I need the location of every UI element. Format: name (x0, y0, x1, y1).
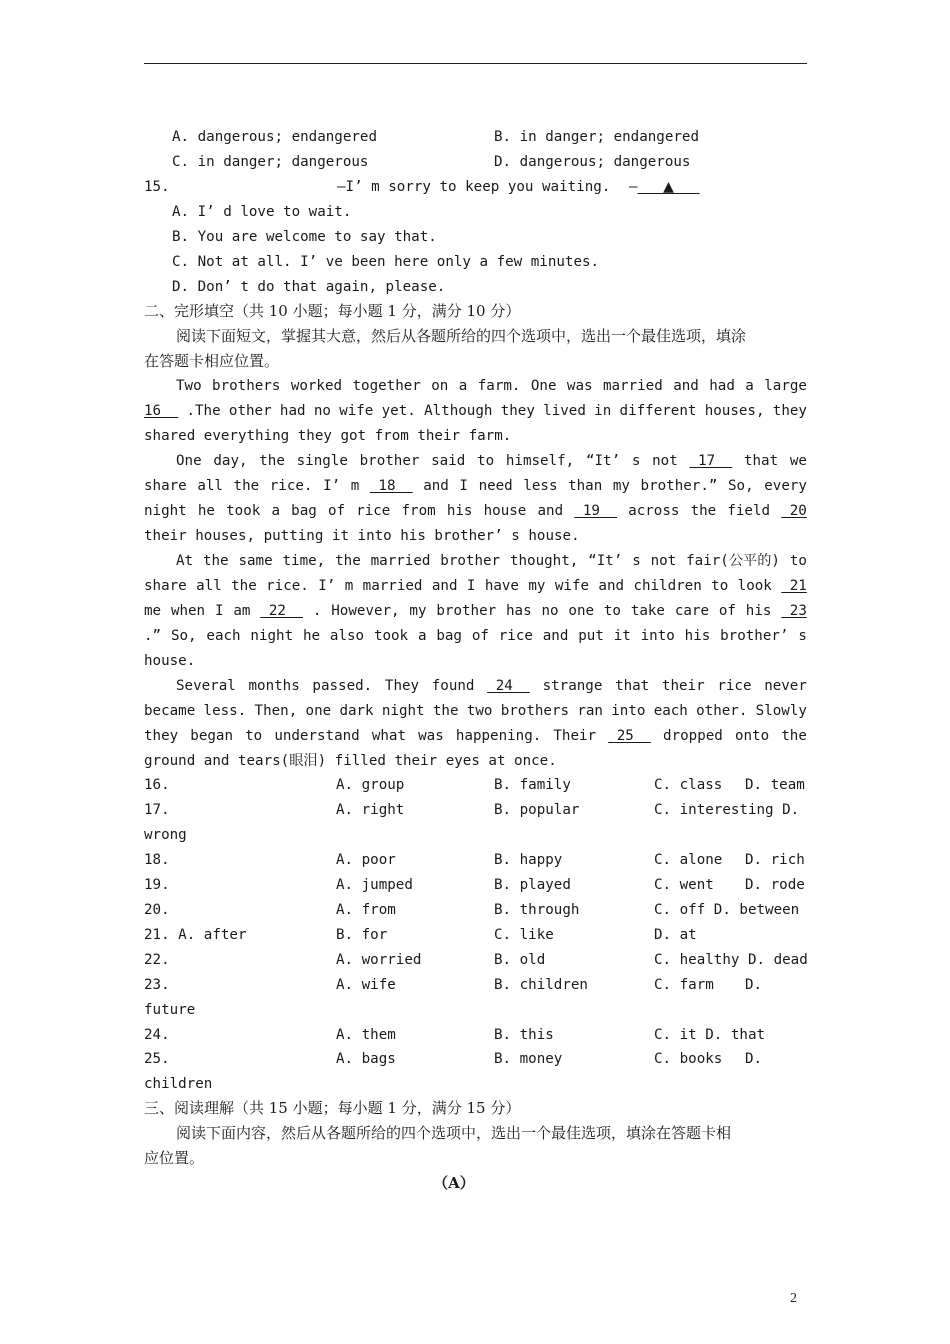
passage-word: his (684, 628, 711, 644)
passage-word: s (798, 628, 807, 644)
passage-word: rice. (269, 478, 313, 494)
opt19-d: D. rode (745, 877, 805, 893)
q15-prompt: —I’ m sorry to keep you waiting. (337, 179, 611, 195)
passage-word: rice (356, 503, 391, 519)
opt25-c: C. books (654, 1051, 723, 1067)
opt23-wrap: future (144, 1002, 196, 1018)
passage-word: Their (553, 728, 597, 744)
passage-word: brother (440, 553, 501, 569)
passage-word: the (690, 503, 717, 519)
opt16-a: A. group (336, 777, 405, 793)
passage-word: One (530, 378, 557, 394)
passage-p2-line3 (144, 499, 807, 524)
opt18-num: 18. (144, 852, 170, 868)
opt17-num: 17. (144, 802, 170, 818)
opt17-wrap: wrong (144, 827, 187, 843)
passage-word: their (661, 678, 705, 694)
passage-word: the (202, 553, 229, 569)
passage-word: brother.” (640, 478, 718, 494)
section2-heading: 二、完形填空（共 10 小题；每小题 1 分，满分 10 分） (144, 302, 521, 320)
passage-p3-line5: house. (144, 653, 196, 669)
passage-word: brothers (212, 378, 281, 394)
passage-word: began (190, 728, 233, 744)
opt25-d: D. (745, 1051, 763, 1067)
passage-word: a (271, 503, 280, 519)
passage-p3-line4 (144, 624, 807, 649)
passage-word: together (352, 378, 421, 394)
passage-word: said (431, 453, 466, 469)
passage-word: has (506, 603, 532, 619)
passage-word: farm. (477, 378, 521, 394)
passage-word: the (432, 703, 459, 719)
passage-word: his (446, 503, 473, 519)
passage-word: onto (734, 728, 770, 744)
blank-25: 25 (608, 728, 651, 744)
passage-word: children (633, 578, 702, 594)
passage-word: never (764, 678, 807, 694)
triangle-icon: ▲ (663, 179, 674, 195)
blank-23: 23 (781, 603, 807, 619)
passage-word: Slowly (755, 703, 807, 719)
passage-word: my (612, 478, 630, 494)
passage-word: care (674, 603, 709, 619)
q14-option-d: D. dangerous; dangerous (494, 154, 691, 170)
passage-word: rice (717, 678, 752, 694)
passage-word: Two (176, 378, 202, 394)
passage-word: share (144, 578, 187, 594)
passage-p1-line3: shared everything they got from their farm. (144, 428, 512, 444)
blank-20: 20 (781, 503, 807, 519)
passage-word: we (789, 453, 807, 469)
passage-word: they (772, 403, 807, 419)
passage-word: one (568, 603, 595, 619)
passage-word: that (615, 678, 650, 694)
opt23-b: B. children (494, 977, 588, 993)
passage-word: same (238, 553, 273, 569)
passage-p4-line4: ground and tears(眼泪) filled their eyes at once. (144, 753, 557, 769)
opt17-a: A. right (336, 802, 405, 818)
passage-word: himself, (505, 453, 575, 469)
opt16-c: C. class (654, 777, 723, 793)
passage-word: have (484, 578, 519, 594)
passage-word: no (541, 603, 559, 619)
passage-p4-line3 (144, 724, 807, 749)
passage-word: I’ (323, 478, 341, 494)
passage-word: a (417, 628, 427, 644)
passage-word: I (459, 478, 468, 494)
passage-word: wife (554, 578, 590, 594)
passage-word: brother (359, 453, 420, 469)
passage-word: rice. (266, 578, 309, 594)
opt21-b: B. for (336, 927, 388, 943)
passage-word: into (611, 703, 646, 719)
passage-word: share (144, 478, 187, 494)
opt19-num: 19. (144, 877, 170, 893)
passage-word: At (176, 553, 194, 569)
passage-word: a (745, 378, 754, 394)
blank-22: 22 (260, 603, 303, 619)
passage-word: m (350, 478, 360, 494)
opt20-a: A. from (336, 902, 396, 918)
passage-word: the (231, 578, 257, 594)
passage-p1-line1 (176, 374, 807, 399)
passage-word: look (737, 578, 772, 594)
opt25-wrap: children (144, 1076, 213, 1092)
passage-word: dark (339, 703, 374, 719)
passage-word: lived (543, 403, 586, 419)
passage-word: from (401, 503, 436, 519)
q14-option-b: B. in danger; endangered (494, 129, 699, 145)
passage-word: not (652, 453, 678, 469)
section3-instruction-line1: 阅读下面内容，然后从各题所给的四个选项中，选出一个最佳选项，填涂在答题卡相 (176, 1124, 732, 1142)
opt24-num: 24. (144, 1027, 170, 1043)
opt22-c: C. healthy D. dead (654, 952, 808, 968)
passage-p4-line2 (144, 699, 807, 724)
passage-word: .The (186, 403, 221, 419)
passage-word: than (568, 478, 603, 494)
opt18-a: A. poor (336, 852, 396, 868)
passage-word: Then, (254, 703, 298, 719)
passage-word: two (466, 703, 493, 719)
passage-word: and (598, 578, 625, 594)
blank-19: 19 (574, 503, 617, 519)
passage-word: to (603, 603, 621, 619)
passage-word: and (673, 378, 699, 394)
opt25-b: B. money (494, 1051, 563, 1067)
passage-word: put (578, 628, 604, 644)
passage-word: was (418, 728, 444, 744)
passage-word: night (381, 703, 425, 719)
opt20-c: C. off D. between (654, 902, 800, 918)
q15-option-d: D. Don’ t do that again, please. (172, 279, 446, 295)
passage-word: brother (436, 603, 497, 619)
opt16-d: D. team (745, 777, 805, 793)
passage-word: They (384, 678, 420, 694)
blank-18: 18 (369, 478, 413, 494)
opt25-a: A. bags (336, 1051, 396, 1067)
passage-word: field (727, 503, 771, 519)
passage-word: all (197, 478, 223, 494)
passage-word: of (718, 603, 736, 619)
passage-word: understand (274, 728, 360, 744)
passage-word: houses, (704, 403, 765, 419)
passage-word: I (214, 603, 224, 619)
opt21-d: D. at (654, 927, 697, 943)
passage-word: brother’ (720, 628, 789, 644)
opt16-b: B. family (494, 777, 571, 793)
passage-word: my (409, 603, 427, 619)
passage-word: they (144, 728, 179, 744)
passage-word: each (206, 628, 241, 644)
passage-word: into (640, 628, 675, 644)
passage-p3-line3 (144, 599, 807, 624)
passage-word: .” (144, 628, 162, 644)
passage-word: dropped (663, 728, 723, 744)
passage-word: all (196, 578, 222, 594)
passage-word: strange (542, 678, 603, 694)
passage-word: time, (282, 553, 326, 569)
blank-21: 21 (781, 578, 807, 594)
passage-word: took (373, 628, 409, 644)
passage-p3-line1 (176, 549, 807, 574)
passage-word: passed. (312, 678, 373, 694)
passage-word: not (650, 553, 677, 569)
passage-word: married (602, 378, 663, 394)
passage-word: a (458, 378, 468, 394)
passage-word: and (423, 478, 449, 494)
passage-word: “It’ (588, 553, 623, 569)
passage-p2-line4: their houses, putting it into his brother’ s house. (144, 528, 580, 544)
q15-reply-dash: — (629, 179, 638, 195)
passage-word: house (483, 503, 527, 519)
opt20-b: B. through (494, 902, 580, 918)
opt18-b: B. happy (494, 852, 563, 868)
passage-word: to (711, 578, 729, 594)
passage-word: he (302, 628, 321, 644)
passage-word: my (528, 578, 546, 594)
opt24-b: B. this (494, 1027, 554, 1043)
passage-word: of (471, 628, 489, 644)
passage-p2-line1 (176, 449, 807, 474)
passage-word: bag (291, 503, 317, 519)
passage-word: in (594, 403, 612, 419)
passage-word: bag (436, 628, 462, 644)
opt20-num: 20. (144, 902, 170, 918)
passage-word: One (176, 453, 202, 469)
q15-option-a: A. I’ d love to wait. (172, 204, 352, 220)
passage-p2-line2 (144, 474, 807, 499)
section3-instruction-line2: 应位置。 (144, 1149, 205, 1167)
passage-word: the (259, 453, 285, 469)
passage-word: I’ (318, 578, 336, 594)
part-a-label: （A） (433, 1174, 475, 1192)
passage-word: they (500, 403, 535, 419)
passage-word: less. (203, 703, 247, 719)
section3-heading: 三、阅读理解（共 15 小题；每小题 1 分，满分 15 分） (144, 1099, 521, 1117)
passage-p4-line1 (176, 674, 807, 699)
section2-instruction-line2: 在答题卡相应位置。 (144, 352, 280, 370)
opt18-c: C. alone (654, 852, 723, 868)
q14-option-c: C. in danger; dangerous (172, 154, 369, 170)
passage-word: and (431, 578, 458, 594)
passage-word: had (279, 403, 306, 419)
passage-word: and (542, 628, 569, 644)
passage-word: on (431, 378, 449, 394)
passage-word: night (144, 503, 187, 519)
passage-word: each (653, 703, 688, 719)
passage-word: wife (339, 403, 374, 419)
passage-word: different (619, 403, 697, 419)
passage-p3-line2 (144, 574, 807, 599)
passage-word: to (245, 728, 263, 744)
passage-word: other. (696, 703, 748, 719)
passage-p1-line2 (144, 399, 807, 424)
passage-word: it (613, 628, 631, 644)
passage-word: single (296, 453, 348, 469)
passage-word: worked (290, 378, 343, 394)
passage-word: married (362, 578, 423, 594)
header-rule (144, 63, 807, 64)
passage-word: the (233, 478, 260, 494)
passage-word: So, (728, 478, 754, 494)
passage-word: his (745, 603, 772, 619)
passage-word: ran (577, 703, 603, 719)
opt22-a: A. worried (336, 952, 422, 968)
passage-word: the (781, 728, 807, 744)
opt19-c: C. went (654, 877, 714, 893)
q15-option-c: C. Not at all. I’ ve been here only a few minutes. (172, 254, 600, 270)
passage-word: . (312, 603, 322, 619)
passage-word: had (709, 378, 735, 394)
passage-word: found (431, 678, 475, 694)
passage-word: across (628, 503, 680, 519)
passage-word: when (170, 603, 206, 619)
passage-word: Several (176, 678, 236, 694)
passage-word: yet. (381, 403, 416, 419)
opt24-c: C. it D. that (654, 1027, 766, 1043)
opt18-d: D. rich (745, 852, 805, 868)
passage-word: However, (331, 603, 400, 619)
passage-word: I (466, 578, 476, 594)
passage-word: every (764, 478, 807, 494)
opt23-d: D. (745, 977, 763, 993)
opt22-num: 22. (144, 952, 170, 968)
passage-word: was (566, 378, 593, 394)
passage-word: Although (424, 403, 493, 419)
opt24-a: A. them (336, 1027, 396, 1043)
passage-word: need (478, 478, 513, 494)
passage-word: am (233, 603, 251, 619)
blank-17: 17 (689, 453, 733, 469)
opt23-a: A. wife (336, 977, 396, 993)
passage-word: take (630, 603, 665, 619)
passage-word: s (631, 453, 641, 469)
opt16-num: 16. (144, 777, 170, 793)
passage-word: months (248, 678, 300, 694)
blank-24: 24 (487, 678, 530, 694)
passage-word: took (226, 503, 261, 519)
section2-instruction-line1: 阅读下面短文，掌握其大意，然后从各题所给的四个选项中，选出一个最佳选项，填涂 (176, 327, 747, 345)
passage-word: what (371, 728, 407, 744)
passage-word: fair(公平的) (686, 553, 780, 569)
passage-word: the (335, 553, 361, 569)
q15-option-b: B. You are welcome to say that. (172, 229, 437, 245)
opt23-c: C. farm (654, 977, 714, 993)
q15-reply (629, 175, 719, 200)
passage-word: m (344, 578, 354, 594)
opt23-num: 23. (144, 977, 170, 993)
passage-word: brothers (500, 703, 570, 719)
passage-word: s (632, 553, 641, 569)
passage-word: of (327, 503, 346, 519)
opt17-c: C. interesting D. (654, 802, 800, 818)
page-number: 2 (790, 1291, 797, 1306)
passage-word: rice (498, 628, 533, 644)
passage-word: night (250, 628, 294, 644)
passage-word: So, (170, 628, 197, 644)
q15-answer-blank (638, 179, 700, 195)
blank-16: 16 (144, 403, 179, 419)
passage-word: less (523, 478, 558, 494)
passage-word: one (305, 703, 332, 719)
opt17-b: B. popular (494, 802, 580, 818)
opt25-num: 25. (144, 1051, 170, 1067)
passage-word: no (313, 403, 331, 419)
passage-word: “It’ (585, 453, 621, 469)
opt21-c: C. like (494, 927, 554, 943)
opt22-b: B. old (494, 952, 546, 968)
passage-word: to (789, 553, 807, 569)
passage-word: large (764, 378, 807, 394)
passage-word: thought, (509, 553, 579, 569)
passage-word: that (743, 453, 779, 469)
passage-word: he (197, 503, 215, 519)
opt19-a: A. jumped (336, 877, 413, 893)
passage-word: to (477, 453, 495, 469)
passage-word: happening. (455, 728, 542, 744)
passage-word: other (228, 403, 272, 419)
passage-word: became (144, 703, 196, 719)
passage-word: married (370, 553, 431, 569)
q14-option-a: A. dangerous; endangered (172, 129, 377, 145)
passage-word: day, (213, 453, 248, 469)
q15-number: 15. (144, 179, 170, 195)
passage-word: also (329, 628, 365, 644)
passage-word: and (537, 503, 564, 519)
opt19-b: B. played (494, 877, 571, 893)
opt21-num: 21. A. after (144, 927, 247, 943)
passage-word: me (144, 603, 162, 619)
